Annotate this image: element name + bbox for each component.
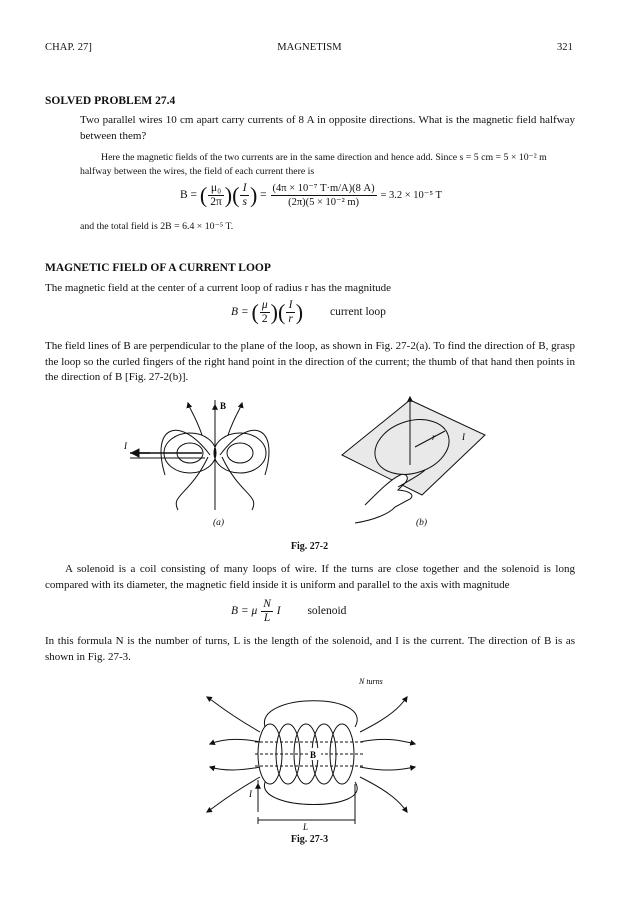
- fig2-label-I-b: I: [462, 432, 465, 442]
- figure-27-2b: [342, 397, 485, 523]
- loop-eq-2: 2: [261, 313, 268, 325]
- loop-right-ring: [227, 443, 253, 463]
- loop-eq-mu: μ: [261, 299, 268, 311]
- loop-body: The field lines of B are perpendicular to the plane of the loop, as shown in Fig. 27-2(a). To find the direction of B, grasp the loop so the curled fingers of the right hand point in the direction of the current; the thumb of that hand then points in the direction of B [Fig. 27-2(b)].: [45, 340, 575, 383]
- eq-I: I: [240, 182, 248, 196]
- sol-eq-label: solenoid: [307, 605, 347, 618]
- figure-27-2: [110, 395, 510, 530]
- fig3-caption: Fig. 27-3: [290, 834, 329, 845]
- solenoid-after: In this formula N is the number of turns, L is the length of the solenoid, and I is the current. The direction of B is as shown in Fig. 27-3.: [45, 635, 575, 663]
- fig2-label-B: B: [220, 401, 227, 411]
- fig2-sub-b: (b): [416, 518, 428, 528]
- solenoid-para-text: A solenoid is a coil consisting of many loops of wire. If the turns are close together and the solenoid is long compared with its diameter, the magnetic field inside it is uniform and parallel to the axis with magnitude: [45, 563, 575, 591]
- sol-eq-I: I: [276, 605, 281, 618]
- sol-eq-lhs: B = μ: [231, 605, 258, 618]
- header-chapter: CHAP. 27]: [45, 42, 92, 53]
- loop-eq-label: current loop: [330, 306, 386, 319]
- eq-mu0: μ₀: [208, 182, 224, 196]
- page-number: 321: [556, 42, 573, 53]
- eq-2pi: 2π: [210, 196, 222, 208]
- fig3-label-B: B: [310, 750, 317, 760]
- fig2-label-r: r: [432, 432, 436, 442]
- sol-eq-L: L: [263, 612, 271, 624]
- equation-loop-field: B = ( $\frac{\mu}{2}$ )( $\frac{I}{r}$ ) current loop: [231, 299, 386, 325]
- eq-s: s: [242, 196, 247, 208]
- solution-line-1: Here the magnetic fields of the two currents are in the same direction and hence add. Since s = 5 cm = 5 × 10⁻² m: [101, 152, 547, 163]
- sol-eq-N: N: [263, 598, 271, 610]
- eq-equals: =: [260, 189, 267, 202]
- solution-line-2: halfway between the wires, the field of each current there is: [80, 166, 315, 177]
- eq-numerator: (4π × 10⁻⁷ T·m/A)(8 A): [272, 183, 375, 194]
- loop-section-title: MAGNETIC FIELD OF A CURRENT LOOP: [45, 262, 271, 274]
- header-title: MAGNETISM: [277, 42, 342, 53]
- eq-result: = 3.2 × 10⁻⁵ T: [380, 190, 442, 202]
- total-field: and the total field is 2B = 6.4 × 10⁻⁵ T.: [80, 221, 234, 232]
- eq-denominator: (2π)(5 × 10⁻² m): [288, 197, 360, 208]
- loop-plane: [342, 400, 485, 495]
- fig3-label-turns: N turns: [359, 677, 383, 686]
- equation-solenoid: [231, 598, 346, 625]
- figure-27-2a: [130, 400, 269, 510]
- loop-intro: The magnetic field at the center of a current loop of radius r has the magnitude: [45, 282, 392, 294]
- solved-problem-title: SOLVED PROBLEM 27.4: [45, 95, 176, 107]
- fig2-sub-a: (a): [213, 518, 225, 528]
- problem-statement: Two parallel wires 10 cm apart carry currents of 8 A in opposite directions. What is the magnetic field halfway between them?: [80, 114, 575, 142]
- loop-eq-I: I: [286, 299, 294, 313]
- equation-wire-field: B = ( $\frac{\text{μ₀}}{2\pi}$ )( $\frac{I}{s}$ ) = $\frac{\text{(4π × 10⁻⁷ T·m/A)(8 A)}}{\text{(2π)(5 × 10⁻² m)}}$ = 3.2 × 10⁻⁵ T: [180, 182, 442, 208]
- fig2-label-I: I: [124, 441, 127, 451]
- solenoid-drawing: [207, 697, 415, 824]
- solenoid-paragraph: [45, 562, 575, 593]
- loop-eq-r: r: [288, 313, 293, 325]
- eq-lhs: B =: [180, 189, 198, 202]
- loop-eq-lhs: B =: [231, 306, 249, 319]
- fig3-label-I: I: [249, 789, 252, 799]
- fig3-label-L: L: [303, 822, 309, 832]
- fig2-caption: Fig. 27-2: [290, 541, 329, 552]
- figure-27-3: [195, 672, 435, 832]
